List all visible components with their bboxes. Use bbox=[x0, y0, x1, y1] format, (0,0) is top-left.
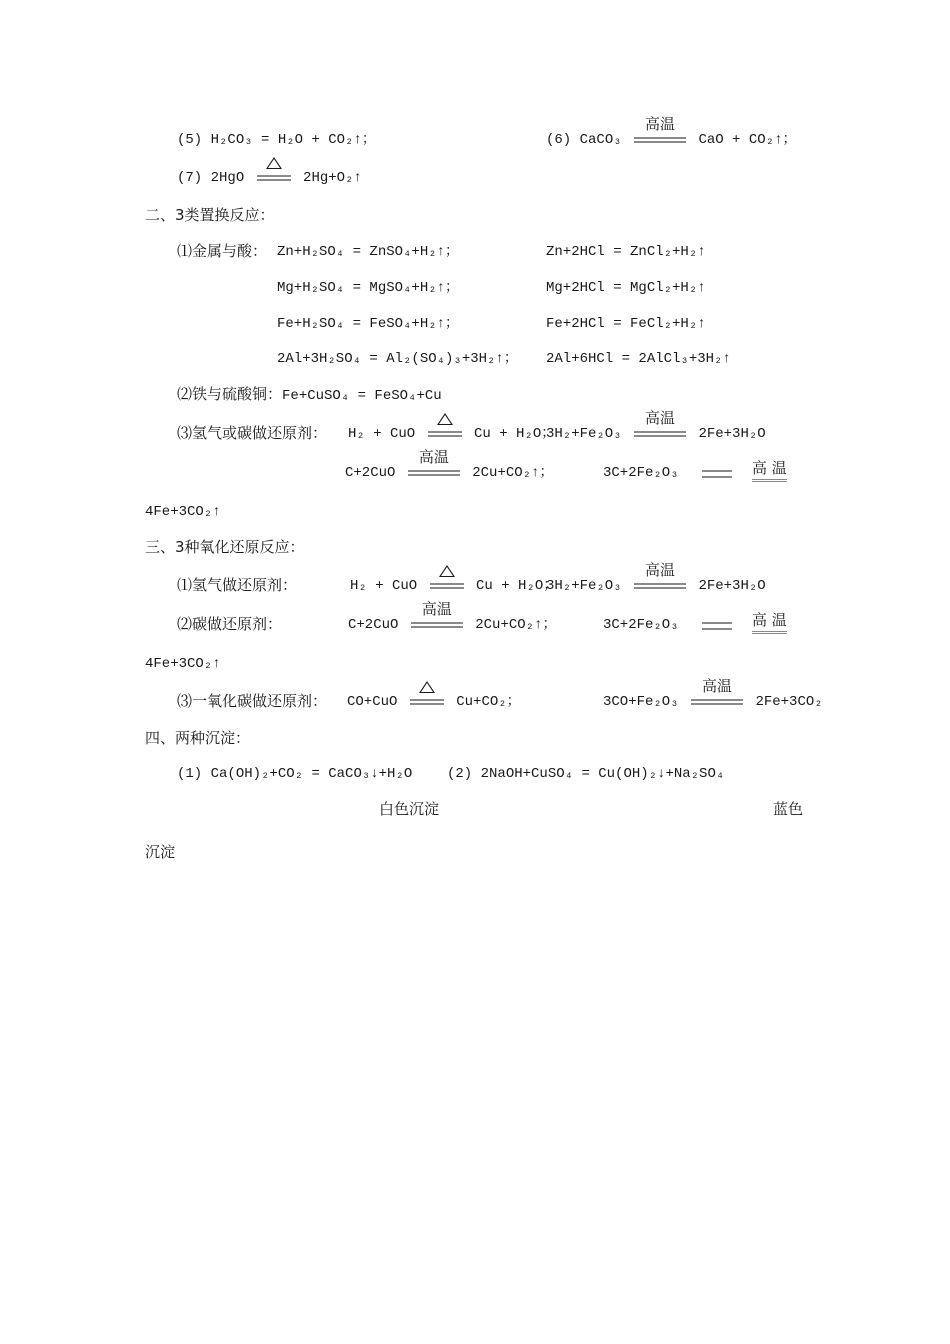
reactant: 3CO+Fe₂O₃ bbox=[603, 694, 679, 710]
condition-label: 高温 bbox=[645, 115, 676, 133]
iron-copper-sulfate-label: ⑵铁与硫酸铜：Fe+CuSO₄ = FeSO₄+Cu bbox=[177, 385, 442, 404]
equation-5 bbox=[177, 130, 376, 150]
equation-h2-cuo-2 bbox=[350, 576, 557, 596]
equation-mg-h2so4: Mg+H₂SO₄ = MgSO₄+H₂↑； bbox=[277, 280, 460, 296]
equation-fe-hcl: Fe+2HCl = FeCl₂+H₂↑ bbox=[546, 316, 706, 332]
hydrogen-reducer-label: ⑴氢气做还原剂： bbox=[177, 576, 298, 594]
equation-zn-hcl: Zn+2HCl = ZnCl₂+H₂↑ bbox=[546, 244, 706, 260]
condition-high-temp-spaced: 高 温 bbox=[752, 610, 787, 634]
equation-number: (6) bbox=[546, 132, 572, 148]
blue-precipitate-label: 蓝色 bbox=[773, 800, 804, 818]
condition-high-temp: 高温 bbox=[408, 464, 460, 476]
condition-high-temp: 高温 bbox=[634, 425, 686, 437]
equation-c-fe2o3 bbox=[603, 463, 679, 483]
arrow-bar bbox=[702, 622, 732, 630]
product: 2Fe+3H₂O bbox=[698, 578, 766, 594]
equation-mg-hcl: Mg+2HCl = MgCl₂+H₂↑ bbox=[546, 280, 706, 296]
condition-high-temp: 高温 bbox=[691, 693, 743, 705]
equation-number: (7) bbox=[177, 170, 203, 186]
equation-naoh-cuso4 bbox=[447, 764, 724, 784]
equation-6 bbox=[546, 115, 797, 150]
product: 2Cu+CO₂↑； bbox=[472, 465, 554, 481]
equation-h2-cuo bbox=[348, 424, 555, 444]
equation-c-cuo-2 bbox=[348, 600, 557, 635]
condition-heat bbox=[257, 169, 291, 181]
equation-fe-cuso4: Fe+CuSO₄ = FeSO₄+Cu bbox=[282, 388, 442, 404]
heat-triangle-icon bbox=[266, 157, 282, 169]
equation-h2-fe2o3-2 bbox=[546, 561, 766, 596]
section-3-heading: 三、3种氧化还原反应： bbox=[145, 538, 305, 556]
equation-number: (1) bbox=[177, 766, 203, 782]
reactant: 3C+2Fe₂O₃ bbox=[603, 465, 679, 481]
reactant: C+2CuO bbox=[345, 465, 396, 481]
equation-text: H₂CO₃ = H₂O + CO₂↑； bbox=[210, 132, 376, 148]
section-2-heading: 二、3类置换反应： bbox=[145, 206, 275, 224]
carbon-reducer-label: ⑵碳做还原剂： bbox=[177, 615, 283, 633]
reactant: C+2CuO bbox=[348, 617, 399, 633]
heat-triangle-icon bbox=[439, 565, 455, 577]
reactant: H₂ + CuO bbox=[350, 578, 418, 594]
product: 2Fe+3CO₂ bbox=[755, 694, 823, 710]
condition-high-temp-spaced: 高 温 bbox=[752, 458, 787, 482]
equation-al-hcl: 2Al+6HCl = 2AlCl₃+3H₂↑ bbox=[546, 351, 731, 367]
heat-triangle-icon bbox=[437, 413, 453, 425]
heat-triangle-icon bbox=[419, 681, 435, 693]
equation-caoh2-co2 bbox=[177, 764, 412, 784]
equation-wrap-product: 4Fe+3CO₂↑ bbox=[145, 504, 221, 520]
reactant: 3H₂+Fe₂O₃ bbox=[546, 426, 622, 442]
condition-high-temp: 高温 bbox=[411, 616, 463, 628]
white-precipitate-label: 白色沉淀 bbox=[379, 800, 440, 818]
equation-wrap-product-2: 4Fe+3CO₂↑ bbox=[145, 656, 221, 672]
reactant: CO+CuO bbox=[347, 694, 398, 710]
equation-text: Ca(OH)₂+CO₂ = CaCO₃↓+H₂O bbox=[210, 766, 413, 782]
reactant: CaCO₃ bbox=[579, 132, 622, 148]
condition-high-temp bbox=[634, 115, 686, 143]
equation-text: 2NaOH+CuSO₄ = Cu(OH)₂↓+Na₂SO₄ bbox=[480, 766, 725, 782]
arrow-bar bbox=[702, 470, 732, 478]
equation-zn-h2so4: Zn+H₂SO₄ = ZnSO₄+H₂↑； bbox=[277, 244, 460, 260]
blue-precipitate-label-wrap: 沉淀 bbox=[145, 843, 176, 861]
equation-al-h2so4: 2Al+3H₂SO₄ = Al₂(SO₄)₃+3H₂↑； bbox=[277, 351, 518, 367]
product: Cu + H₂O； bbox=[474, 426, 556, 442]
equation-fe-h2so4: Fe+H₂SO₄ = FeSO₄+H₂↑； bbox=[277, 316, 460, 332]
condition-heat bbox=[428, 425, 462, 437]
product: 2Cu+CO₂↑； bbox=[475, 617, 557, 633]
condition-heat bbox=[410, 693, 444, 705]
product: 2Fe+3H₂O bbox=[698, 426, 766, 442]
condition-heat bbox=[430, 577, 464, 589]
product: Cu + H₂O； bbox=[476, 578, 558, 594]
metal-acid-label: ⑴金属与酸： bbox=[177, 242, 268, 260]
reactant: H₂ + CuO bbox=[348, 426, 416, 442]
reactant: 2HgO bbox=[210, 170, 245, 186]
reactant: 3H₂+Fe₂O₃ bbox=[546, 578, 622, 594]
product: Cu+CO₂； bbox=[456, 694, 521, 710]
section-4-heading: 四、两种沉淀： bbox=[145, 729, 251, 747]
product: CaO + CO₂↑； bbox=[698, 132, 797, 148]
equation-c-cuo bbox=[345, 448, 554, 483]
equation-h2-fe2o3 bbox=[546, 409, 766, 444]
equation-number: (2) bbox=[447, 766, 473, 782]
equation-co-cuo bbox=[347, 692, 521, 712]
equation-c-fe2o3-2: 3C+2Fe₂O₃ bbox=[603, 617, 679, 633]
equation-co-fe2o3 bbox=[603, 677, 823, 712]
co-reducer-label: ⑶一氧化碳做还原剂： bbox=[177, 692, 328, 710]
equation-number: (5) bbox=[177, 132, 203, 148]
condition-high-temp: 高温 bbox=[634, 577, 686, 589]
equation-7 bbox=[177, 168, 362, 188]
product: 2Hg+O₂↑ bbox=[303, 170, 362, 186]
reducing-agent-label: ⑶氢气或碳做还原剂： bbox=[177, 424, 328, 442]
